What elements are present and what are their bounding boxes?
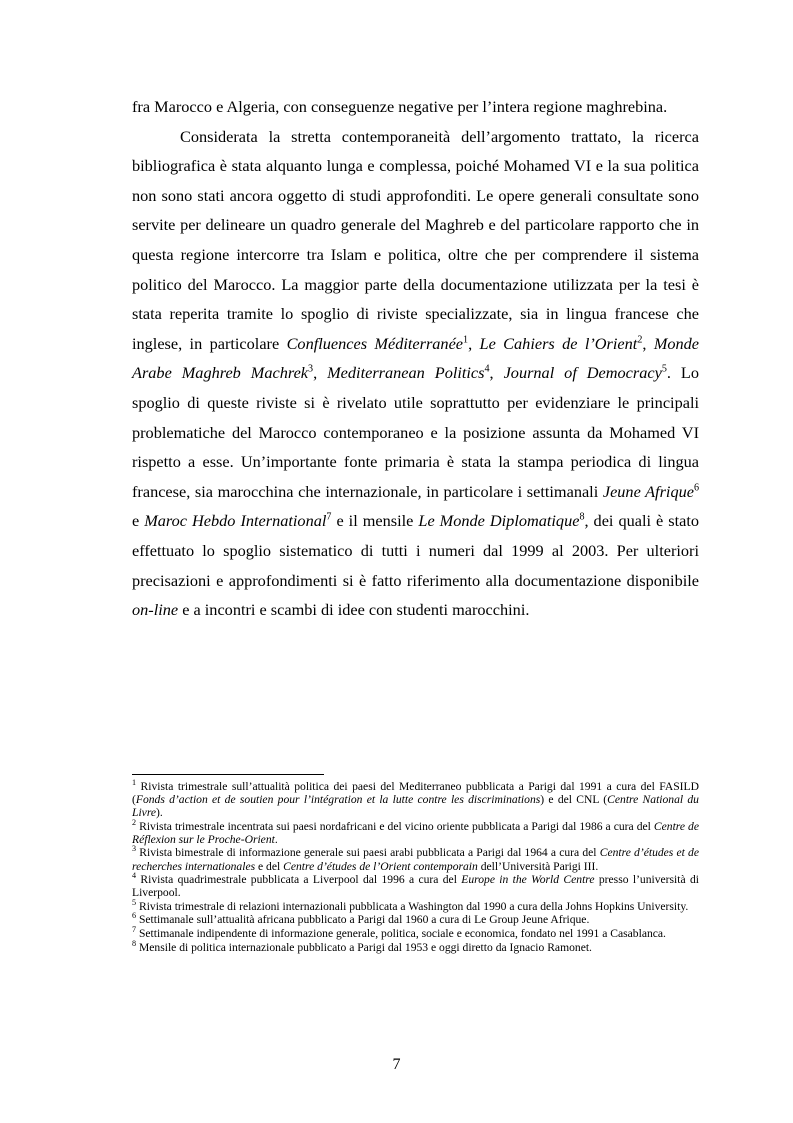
footnote-number: 4 [132, 871, 137, 881]
footnote-italic: Fonds d’action et de soutien pour l’intégration et la lutte contre les discriminations [135, 793, 541, 807]
text-run: , [642, 333, 654, 353]
footnote-italic: Centre d’études de l’Orient contemporain [283, 859, 478, 873]
journal-title: Le Monde Diplomatique [418, 511, 580, 531]
text-run: . Lo spoglio di queste riviste si è rivelato utile soprattutto per evidenziare le principali problematiche del Marocco contemporaneo e la posizione assunta da Mohamed VI rispetto a esse. Un’importante fonte primaria è stata la stampa periodica di lingua francese, sia marocchina che internazionale, in particolare i settimanali [132, 363, 700, 501]
online-term: on-line [132, 600, 179, 620]
page-number: 7 [392, 1056, 401, 1073]
footnote-italic: Centre de Réflexion sur le Proche-Orient [132, 819, 699, 846]
footnote-number: 1 [132, 778, 137, 788]
footnote-text: dell’Università Parigi III. [477, 859, 599, 873]
footnote-text: Mensile di politica internazionale pubblicato a Parigi dal 1953 e oggi diretto da Ignacio Ramonet. [136, 940, 592, 954]
footnote-text: Settimanale indipendente di informazione generale, politica, sociale e economica, fondato nel 1991 a Casablanca. [136, 927, 666, 941]
footnote-ref[interactable]: 1 [463, 334, 469, 346]
text-run: e il mensile [331, 511, 419, 531]
footnote-italic: Europe in the World Centre [461, 873, 595, 887]
paragraph-continuation: fra Marocco e Algeria, con conseguenze negative per l’intera regione maghrebina. [132, 97, 668, 116]
text-run: , [489, 363, 504, 383]
text-run: , [468, 333, 480, 353]
journal-title: Confluences Méditerranée [286, 333, 464, 353]
text-run: , [313, 363, 328, 383]
footnote-number: 2 [132, 817, 137, 827]
footnote-text: ) e del CNL ( [540, 793, 608, 807]
footnote-number: 3 [132, 844, 137, 854]
footnote-ref[interactable]: 7 [326, 511, 332, 523]
footnote-number: 6 [132, 911, 137, 921]
footnote-ref[interactable]: 2 [637, 334, 643, 346]
text-run: Considerata la stretta contemporaneità dell’argomento trattato, la ricerca bibliografica è stata alquanto lunga e complessa, poiché Mohamed VI e la sua politica non sono stati ancora oggetto di studi approfonditi. Le opere generali consultate sono servite per delineare un quadro generale del Maghreb e del particolare rapporto che in questa regione intercorre tra Islam e politica, oltre che per comprendere il sistema politico del Marocco. La maggior parte della documentazione utilizzata per la tesi è stata reperita tramite lo spoglio di riviste specializzate, sia in lingua francese che inglese, in particolare [132, 126, 699, 353]
footnote-number: 8 [132, 938, 137, 948]
footnote-text: Settimanale sull’attualità africana pubblicato a Parigi dal 1960 a cura di Le Group Jeune Afrique. [136, 913, 590, 927]
footnote-ref[interactable]: 5 [661, 363, 667, 375]
footnote-ref[interactable]: 3 [308, 363, 314, 375]
journal-title: Journal of Democracy [503, 363, 662, 383]
text-run: e [132, 511, 145, 531]
footnote-separator [132, 774, 324, 775]
footnote-italic: Centre d’études et de recherches internationales [132, 846, 700, 873]
footnote-text: presso l’università di Liverpool. [132, 873, 699, 900]
paragraph-sources [132, 122, 699, 625]
footnote-3 [132, 846, 699, 872]
footnote-text: . [274, 832, 278, 846]
journal-title: Monde Arabe Maghreb Machrek [132, 333, 700, 383]
footnotes [132, 780, 699, 954]
footnote-text: ). [156, 806, 163, 820]
footnote-text: Rivista trimestrale sull’attualità politica dei paesi del Mediterraneo pubblicata a Parigi dal 1991 a cura del FASILD ( [132, 780, 699, 807]
footnote-1 [132, 780, 699, 819]
footnote-5 [132, 897, 699, 913]
footnote-text: Rivista quadrimestrale pubblicata a Liverpool dal 1996 a cura del [136, 873, 462, 887]
footnote-text: Rivista trimestrale di relazioni internazionali pubblicata a Washington dal 1990 a cura della Johns Hopkins University. [136, 899, 689, 913]
footnote-ref[interactable]: 4 [484, 363, 490, 375]
footnote-6 [132, 913, 699, 926]
journal-title: Jeune Afrique [602, 481, 694, 501]
journal-title: Maroc Hebdo International [144, 511, 327, 531]
text-run: , dei quali è stato effettuato lo spoglio sistematico di tutti i numeri dal 1999 al 2003. Per ulteriori precisazioni e approfondimenti si è fatto riferimento alla documentazione disponibile [132, 511, 700, 590]
footnote-number: 5 [132, 897, 137, 907]
footnote-4 [132, 873, 699, 899]
footnote-text: e del [255, 859, 284, 873]
footnote-italic: Centre National du Livre [132, 793, 699, 820]
footnote-2 [132, 817, 699, 846]
footnote-ref[interactable]: 6 [693, 482, 699, 494]
footnote-8 [132, 938, 699, 954]
footnote-text: Rivista trimestrale incentrata sui paesi nordafricani e del vicino oriente pubblicata a Parigi dal 1986 a cura del [136, 819, 654, 833]
journal-title: Le Cahiers de l’Orient [479, 333, 638, 353]
footnote-ref[interactable]: 8 [579, 511, 585, 523]
footnote-number: 7 [132, 925, 137, 935]
journal-title: Mediterranean Politics [327, 363, 485, 383]
body-text [132, 92, 699, 625]
text-run: e a incontri e scambi di idee con studenti marocchini. [178, 600, 530, 620]
footnote-text: Rivista bimestrale di informazione generale sui paesi arabi pubblicata a Parigi dal 1964 a cura del [136, 846, 600, 860]
footnote-7 [132, 927, 699, 940]
